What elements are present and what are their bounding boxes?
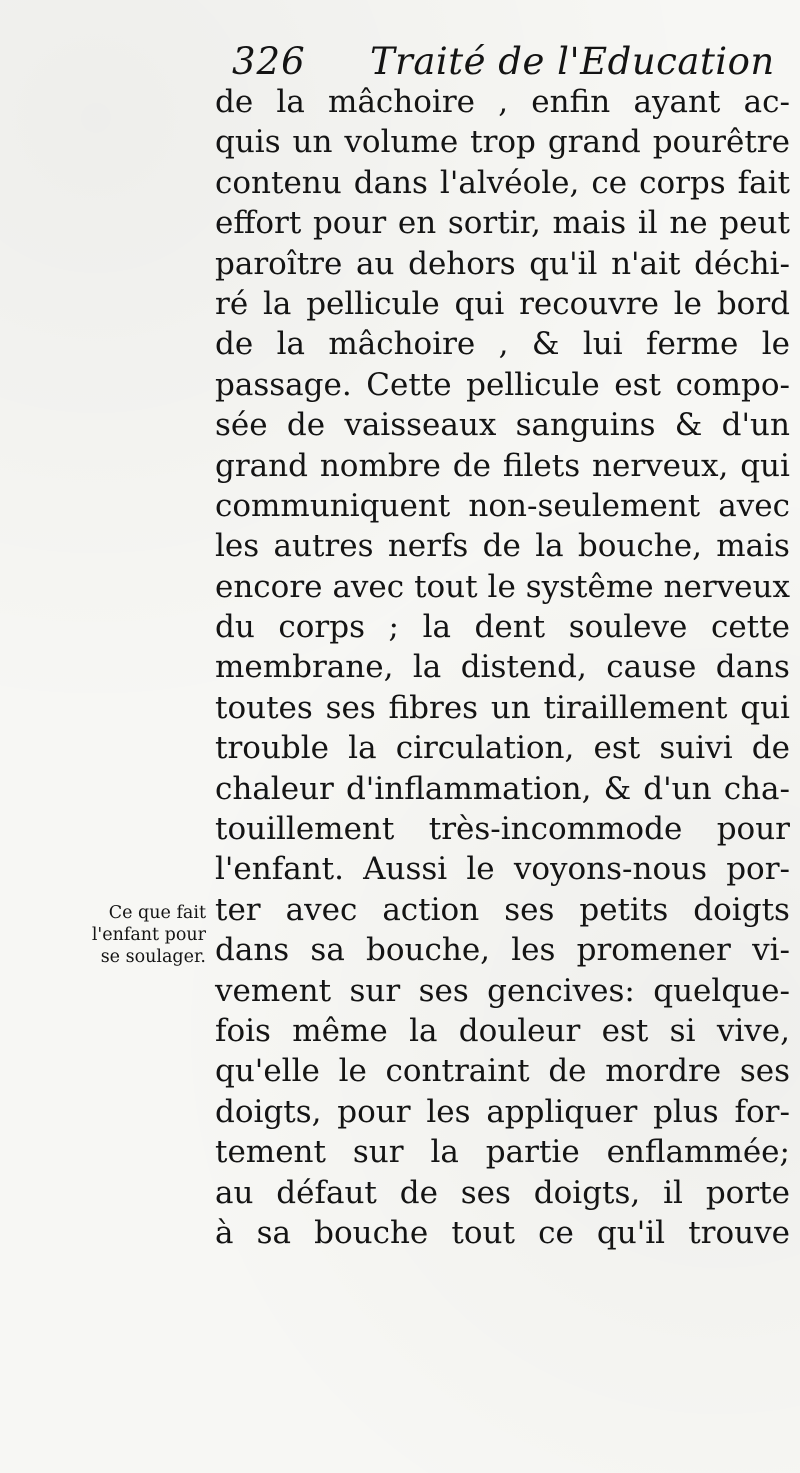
text-line: de la mâchoire , & lui ferme le (215, 326, 790, 363)
text-line: tement sur la partie enflammée; (215, 1134, 790, 1171)
running-head: Traité de l'Education (370, 40, 775, 83)
margin-note-line: Ce que fait (108, 903, 206, 923)
text-line: qu'elle le contraint de mordre ses (215, 1053, 790, 1090)
text-line: sée de vaisseaux sanguins & d'un (215, 407, 790, 444)
text-line: encore avec tout le systême nerveux (215, 568, 790, 605)
text-line: quis un volume trop grand pourêtre (215, 124, 790, 161)
text-line: paroître au dehors qu'il n'ait déchi- (215, 245, 790, 282)
text-line: membrane, la distend, cause dans (215, 649, 790, 686)
text-line: vement sur ses gencives: quelque- (215, 972, 790, 1009)
text-line: ter avec action ses petits doigts (215, 891, 790, 928)
text-line: doigts, pour les appliquer plus for- (215, 1093, 790, 1130)
text-line: communiquent non-seulement avec (215, 487, 790, 524)
text-line: l'enfant. Aussi le voyons-nous por- (215, 851, 790, 888)
text-line: effort pour en sortir, mais il ne peut (215, 205, 790, 242)
text-line: à sa bouche tout ce qu'il trouve (215, 1214, 790, 1251)
margin-note (46, 902, 206, 968)
text-line: touillement très-incommode pour (215, 811, 790, 848)
text-line: dans sa bouche, les promener vi- (215, 932, 790, 969)
text-line: passage. Cette pellicule est compo- (215, 366, 790, 403)
text-line: toutes ses fibres un tiraillement qui (215, 689, 790, 726)
text-line: contenu dans l'alvéole, ce corps fait (215, 164, 790, 201)
text-line: grand nombre de filets nerveux, qui (215, 447, 790, 484)
text-line: fois même la douleur est si vive, (215, 1012, 790, 1049)
text-line: trouble la circulation, est suivi de (215, 730, 790, 767)
text-line: ré la pellicule qui recouvre le bord (215, 285, 790, 322)
text-line: les autres nerfs de la bouche, mais (215, 528, 790, 565)
text-line: chaleur d'inflammation, & d'un cha- (215, 770, 790, 807)
margin-note-line: l'enfant pour (91, 925, 206, 945)
text-line: de la mâchoire , enfin ayant ac- (215, 84, 790, 120)
margin-note-line: se soulager. (100, 947, 206, 967)
body-text (215, 82, 790, 1253)
page-number: 326 (232, 40, 306, 83)
text-line: au défaut de ses doigts, il porte (215, 1174, 790, 1211)
text-line: du corps ; la dent souleve cette (215, 609, 790, 646)
